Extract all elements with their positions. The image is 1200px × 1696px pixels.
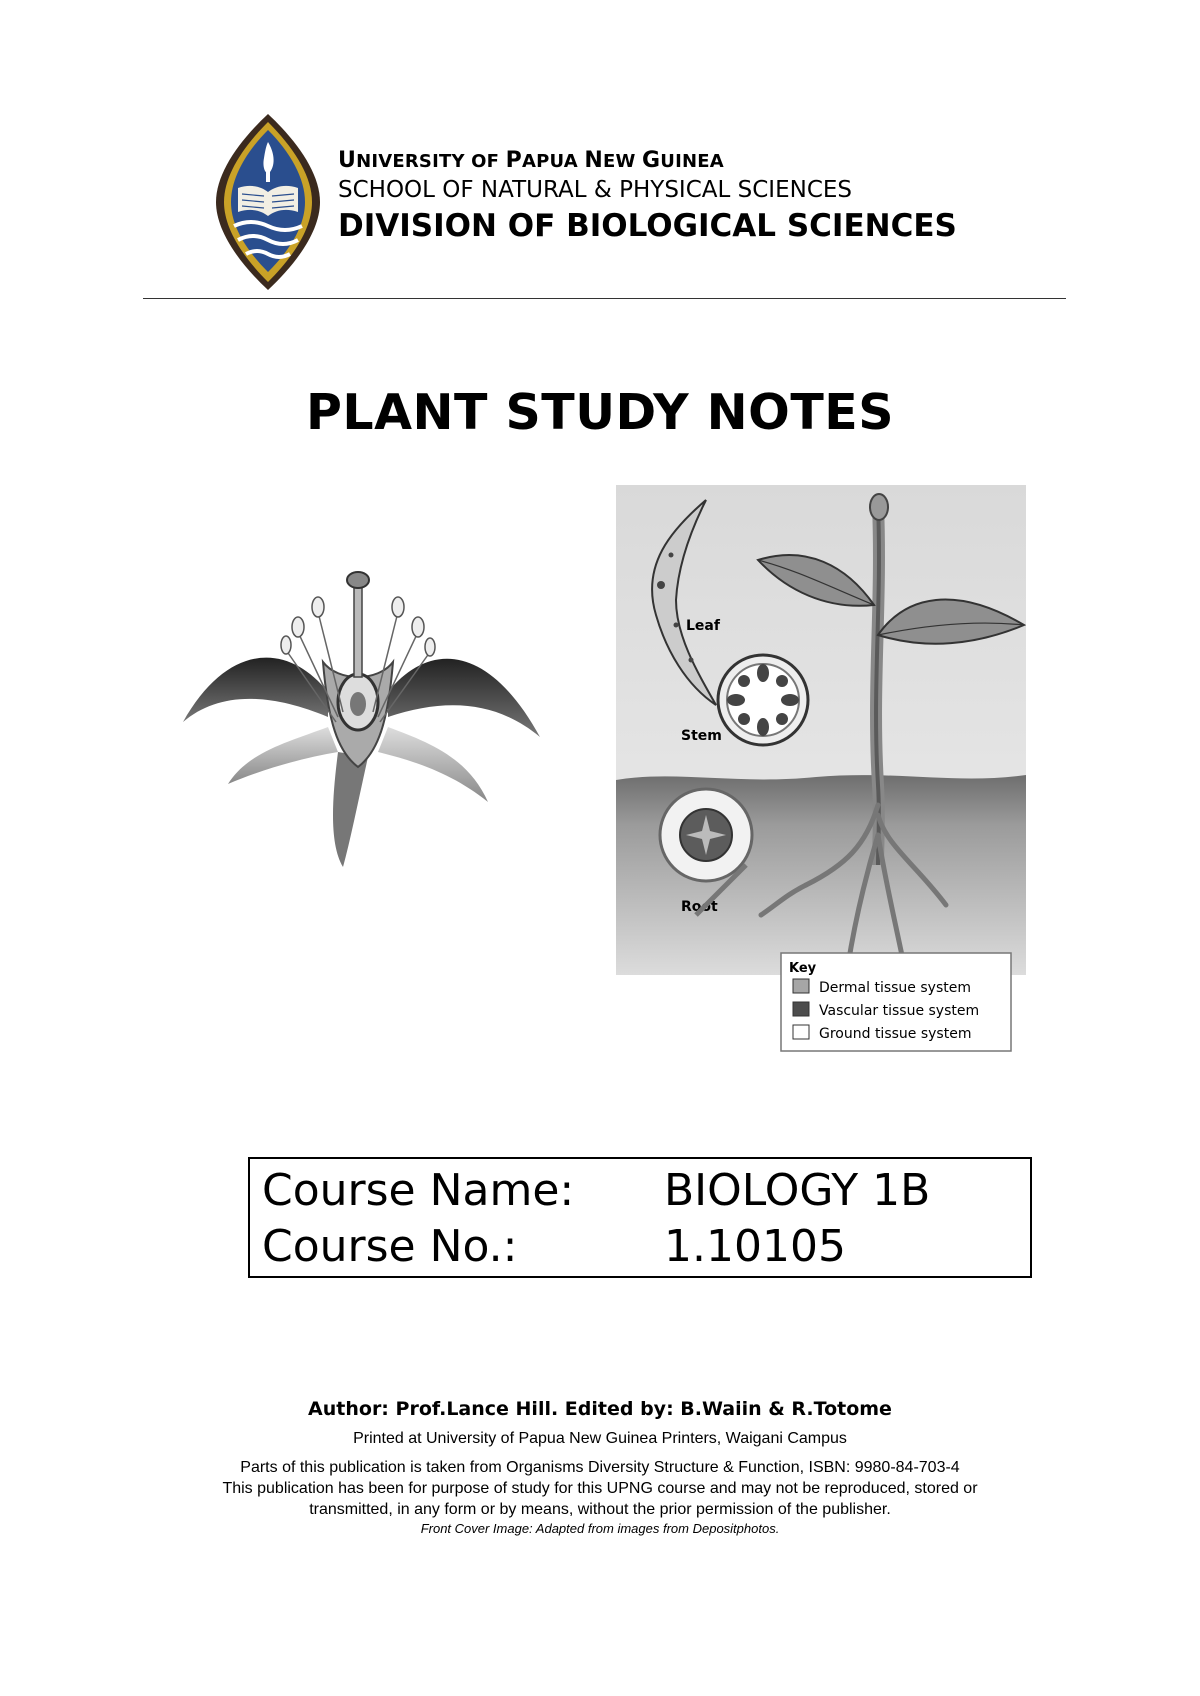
legend-label-dermal: Dermal tissue system	[819, 980, 971, 996]
legend-label-vascular: Vascular tissue system	[819, 1003, 980, 1019]
copyright-line-3: transmitted, in any form or by means, without the prior permission of the publisher.	[309, 1501, 891, 1518]
copyright-line-1: Parts of this publication is taken from Organisms Diversity Structure & Function, ISBN: 9980-84-703-4	[240, 1459, 960, 1476]
legend-swatch-ground	[793, 1025, 809, 1039]
course-name-value: BIOLOGY 1B	[664, 1165, 931, 1216]
plant-tissue-systems-diagram	[616, 485, 1026, 1055]
page-title: PLANT STUDY NOTES	[305, 384, 895, 441]
leaf-label: Leaf	[686, 618, 720, 634]
header-text	[338, 150, 957, 247]
division-name: DIVISION OF BIOLOGICAL SCIENCES	[338, 208, 957, 244]
stem-label: Stem	[681, 728, 722, 744]
copyright-notice	[0, 1457, 1200, 1520]
university-crest-logo	[214, 112, 322, 292]
author-credit: Author: Prof.Lance Hill. Edited by: B.Waiin & R.Totome	[308, 1398, 892, 1420]
course-number-row	[262, 1221, 846, 1272]
course-number-value: 1.10105	[664, 1221, 846, 1272]
course-name-row	[262, 1165, 931, 1216]
legend-title: Key	[789, 961, 817, 976]
course-number-label: Course No.:	[262, 1221, 518, 1272]
legend-swatch-vascular	[793, 1002, 809, 1016]
printer-credit: Printed at University of Papua New Guinea Printers, Waigani Campus	[353, 1430, 847, 1447]
course-info-box	[248, 1157, 1032, 1278]
root-label: Root	[681, 899, 718, 915]
legend-swatch-dermal	[793, 979, 809, 993]
copyright-line-2: This publication has been for purpose of study for this UPNG course and may not be reproduced, stored or	[222, 1480, 978, 1497]
flower-cross-section-illustration	[178, 552, 548, 872]
school-name: SCHOOL OF NATURAL & PHYSICAL SCIENCES	[338, 177, 853, 203]
header-divider	[143, 298, 1066, 299]
cover-image-credit: Front Cover Image: Adapted from images from Depositphotos.	[420, 1521, 780, 1536]
university-name: UNIVERSITY OF PAPUA NEW GUINEA	[338, 148, 724, 173]
legend-label-ground: Ground tissue system	[819, 1026, 972, 1042]
course-name-label: Course Name:	[262, 1165, 575, 1216]
